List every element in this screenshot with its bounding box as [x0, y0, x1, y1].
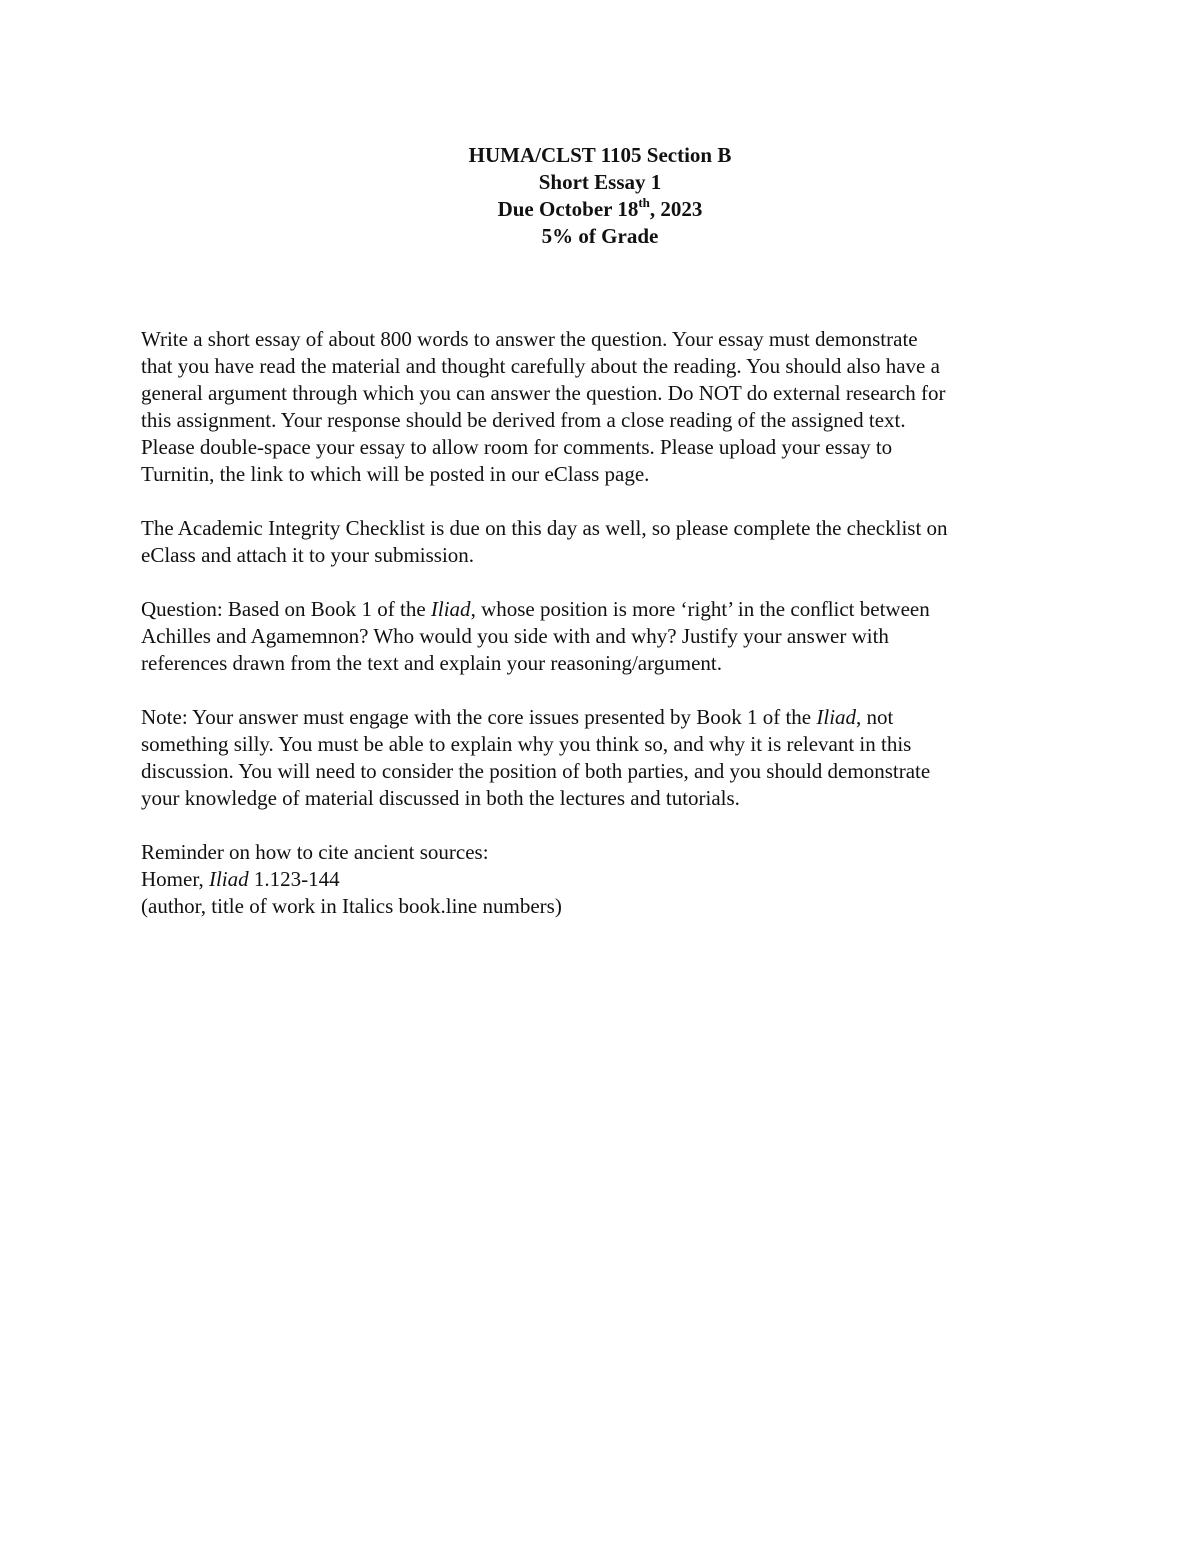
question-text: Question: Based on Book 1 of the	[141, 597, 431, 621]
instructions-line: Please double-space your essay to allow room for comments. Please upload your essay to	[141, 435, 893, 459]
question-text: , whose position is more ‘right’ in the conflict between	[470, 597, 930, 621]
assignment-header	[0, 142, 1200, 250]
instructions-paragraph	[141, 326, 1061, 488]
integrity-line: The Academic Integrity Checklist is due on this day as well, so please complete the checklist on	[141, 516, 948, 540]
work-title: Iliad	[208, 867, 249, 891]
note-line	[141, 704, 1061, 731]
note-line: something silly. You must be able to explain why you think so, and why it is relevant in this	[141, 732, 912, 756]
due-date-prefix: Due October 18	[497, 197, 639, 221]
instructions-line: general argument through which you can answer the question. Do NOT do external research for	[141, 381, 946, 405]
assignment-title: Short Essay 1	[538, 170, 662, 194]
integrity-paragraph	[141, 515, 1061, 569]
instructions-line: Write a short essay of about 800 words to answer the question. Your essay must demonstrate	[141, 327, 918, 351]
grade-weight: 5% of Grade	[541, 224, 659, 248]
due-date-ordinal: th	[638, 195, 650, 210]
due-date	[0, 196, 1200, 223]
note-text: Note: Your answer must engage with the core issues presented by Book 1 of the	[141, 705, 817, 729]
instructions-line: this assignment. Your response should be derived from a close reading of the assigned text.	[141, 408, 906, 432]
work-title: Iliad	[430, 597, 471, 621]
instructions-line: Turnitin, the link to which will be posted in our eClass page.	[141, 462, 650, 486]
note-paragraph	[141, 704, 1061, 812]
instructions-line: that you have read the material and thought carefully about the reading. You should also have a	[141, 354, 940, 378]
citation-heading: Reminder on how to cite ancient sources:	[141, 840, 489, 864]
citation-explanation: (author, title of work in Italics book.line numbers)	[141, 894, 562, 918]
work-title: Iliad	[816, 705, 857, 729]
note-line: discussion. You will need to consider the position of both parties, and you should demonstrate	[141, 759, 931, 783]
note-line: your knowledge of material discussed in both the lectures and tutorials.	[141, 786, 740, 810]
integrity-line: eClass and attach it to your submission.	[141, 543, 475, 567]
citation-author: Homer,	[141, 867, 209, 891]
citation-lines: 1.123-144	[248, 867, 340, 891]
question-line: Achilles and Agamemnon? Who would you side with and why? Justify your answer with	[141, 624, 889, 648]
question-line	[141, 596, 1061, 623]
course-title: HUMA/CLST 1105 Section B	[468, 143, 732, 167]
question-line: references drawn from the text and explain your reasoning/argument.	[141, 651, 722, 675]
question-paragraph	[141, 596, 1061, 677]
note-text: , not	[856, 705, 894, 729]
citation-example	[141, 866, 1061, 893]
due-date-suffix: , 2023	[649, 197, 703, 221]
citation-paragraph	[141, 839, 1061, 920]
